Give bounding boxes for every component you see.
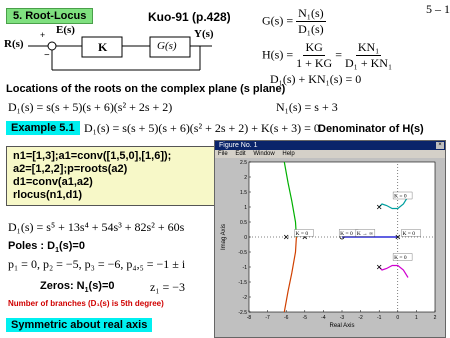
y-tick-label: -1.5 (238, 280, 247, 286)
y-tick-label: 2.5 (240, 160, 247, 166)
figure-title: Figure No. 1 (219, 142, 258, 149)
y-tick-label: 0 (244, 235, 247, 241)
hs-lhs: H(s) = (262, 47, 294, 62)
gs-num: N₁(s) (298, 6, 324, 20)
hs-num1: KG (305, 40, 323, 54)
k-label (401, 230, 420, 238)
k-label (393, 192, 412, 200)
k-label (356, 230, 375, 238)
reference-label: Kuo-91 (p.428) (148, 10, 231, 24)
y-axis-label: Imag Axis (221, 223, 227, 251)
minus-sign: − (44, 50, 50, 61)
k-label-text: K = 0 (394, 193, 407, 200)
y-tick-label: -1 (242, 265, 247, 271)
matlab-code-box (6, 146, 220, 206)
menu-edit[interactable]: Edit (235, 151, 246, 157)
menu-help[interactable]: Help (282, 151, 295, 157)
k-label-text: K = 0 (340, 231, 353, 237)
y-tick-label: 2 (244, 175, 247, 181)
example-label: Example 5.1 (6, 121, 80, 135)
x-tick-label: -7 (265, 315, 270, 321)
close-icon[interactable]: × (436, 142, 444, 149)
code-line: rlocus(n1,d1) (13, 189, 83, 201)
k-label-text: K = 0 (402, 231, 416, 237)
zeros-label-tail: (s)=0 (88, 280, 115, 292)
hs-eq: = (335, 47, 342, 62)
x-tick-label: 1 (415, 315, 418, 321)
plus-sign: + (40, 30, 46, 40)
poles-values: p₁ = 0, p₂ = −5, p₃ = −6, p₄,₅ = −1 ± i (8, 257, 186, 271)
y-tick-label: -2.5 (238, 310, 247, 316)
x-tick-label: -4 (321, 315, 326, 321)
figure-titlebar[interactable] (215, 141, 445, 150)
example-equation: D₁(s) = s(s + 5)(s + 6)(s² + 2s + 2) + K(s + 3) = 0 (84, 121, 320, 135)
poles-label-sub: 1 (55, 247, 59, 255)
d1-expanded: D₁(s) = s⁵ + 13s⁴ + 54s³ + 82s² + 60s (8, 220, 185, 234)
e-label: E(s) (56, 24, 75, 36)
zero-value: z₁ = −3 (150, 280, 186, 294)
hs-den1: 1 + KG (296, 56, 333, 70)
n1-equation: N₁(s) = s + 3 (276, 100, 338, 114)
page-number: 5 – 1 (426, 2, 450, 16)
k-label (295, 230, 314, 238)
zeros-label (40, 280, 115, 294)
hs-den2: D₁ + KN₁ (345, 56, 393, 70)
k-label-text: K = 0 (394, 255, 407, 261)
y-tick-label: -2 (242, 295, 247, 301)
hs-equation (262, 40, 392, 71)
y-tick-label: 0.5 (240, 220, 247, 226)
branches-note: Number of branches (D₁(s) is 5th degree) (8, 299, 164, 308)
x-tick-label: -5 (302, 315, 308, 321)
poles-label-tail: (s)=0 (58, 240, 85, 252)
slide-title: 5. Root-Locus (6, 8, 93, 24)
poles-label (8, 240, 85, 254)
y-tick-label: 1 (244, 205, 247, 211)
x-tick-label: -3 (339, 315, 345, 321)
code-line: a2=[1,2,2];p=roots(a2) (13, 163, 128, 175)
gs-lhs: G(s) = (262, 13, 294, 28)
zeros-label-sub: 1 (84, 287, 89, 295)
poles-label-head: Poles : D (8, 240, 56, 252)
gs-den: D₁(s) (298, 22, 324, 36)
symmetric-label: Symmetric about real axis (6, 318, 152, 332)
r-label: R(s) (4, 38, 24, 50)
y-tick-label: 1.5 (240, 190, 247, 196)
d1-equation: D₁(s) = s(s + 5)(s + 6)(s² + 2s + 2) (8, 100, 173, 114)
menu-window[interactable]: Window (253, 151, 275, 157)
root-locus-plot (215, 158, 445, 335)
x-axis-label: Real Axis (329, 323, 355, 329)
g-block-label: G(s) (157, 40, 177, 52)
figure-menubar (215, 150, 445, 158)
x-tick-label: -6 (283, 315, 289, 321)
x-tick-label: 2 (433, 315, 437, 321)
gs-equation (262, 6, 326, 37)
char-equation: D₁(s) + KN₁(s) = 0 (270, 72, 362, 86)
k-label (339, 230, 358, 238)
k-label-text: K → ∞ (356, 231, 374, 237)
hs-num2: KN₁ (357, 40, 380, 54)
x-tick-label: -8 (246, 315, 252, 321)
y-label: Y(s) (194, 28, 214, 40)
code-line: d1=conv(a1,a2) (13, 176, 93, 188)
figure-window (214, 140, 446, 338)
denominator-label: Denominator of H(s) (318, 123, 424, 135)
k-label-text: K = 0 (295, 231, 309, 237)
locations-heading: Locations of the roots on the complex plane (s plane) (6, 83, 286, 95)
x-tick-label: -2 (358, 315, 363, 321)
code-line: n1=[1,3];a1=conv([1,5,0],[1,6]); (13, 150, 172, 162)
x-tick-label: 0 (396, 315, 400, 321)
y-tick-label: -0.5 (238, 250, 247, 256)
zeros-label-head: Zeros: N (40, 280, 85, 292)
menu-file[interactable]: File (218, 151, 228, 157)
k-label (393, 254, 412, 262)
x-tick-label: -1 (376, 315, 382, 321)
block-diagram (0, 24, 215, 78)
k-block-label: K (98, 40, 108, 54)
